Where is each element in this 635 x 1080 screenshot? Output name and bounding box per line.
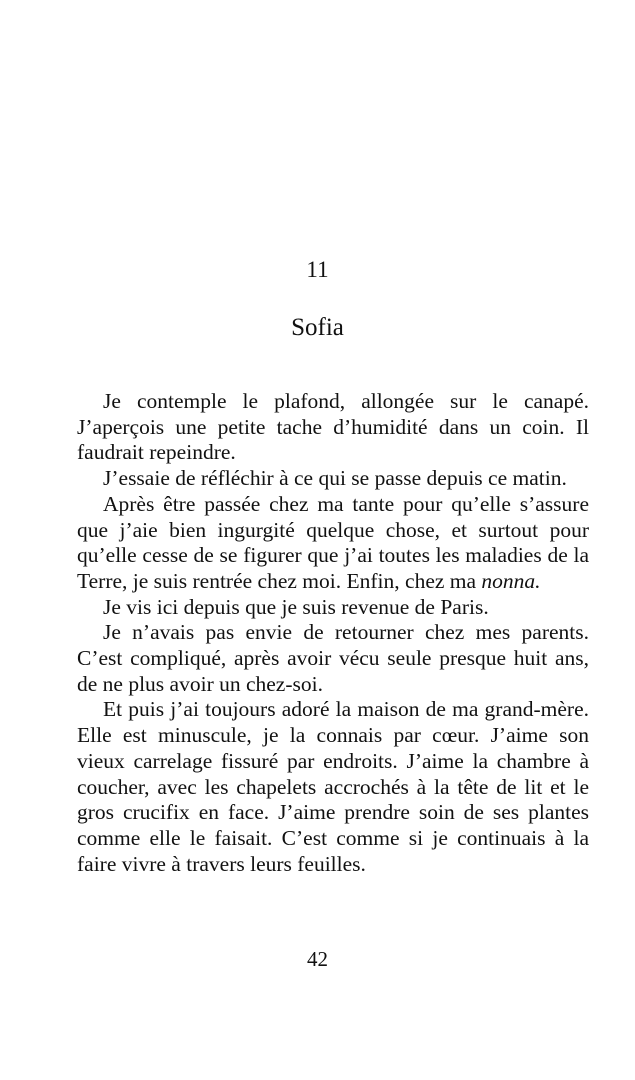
paragraph-5: Je n’avais pas envie de retourner chez mes parents. C’est compliqué, après avoir vécu seule presque huit ans, de ne plus avoir un chez-soi.	[77, 620, 589, 696]
paragraph-2: J’essaie de réfléchir à ce qui se passe depuis ce matin.	[103, 466, 567, 491]
italic-word-nonna: nonna.	[481, 568, 541, 593]
paragraph-6: Et puis j’ai toujours adoré la maison de ma grand-mère. Elle est minuscule, je la connais par cœur. J’aime son vieux carrelage fissuré par endroits. J’aime la chambre à coucher, avec les chapelets accrochés à la tête de lit et le gros crucifix en face. J’aime prendre soin de ses plantes comme elle le faisait. C’est comme si je continuais à la faire vivre à travers leurs feuilles.	[77, 697, 589, 876]
paragraph-3	[77, 492, 589, 595]
chapter-number: 11	[306, 257, 329, 282]
paragraph-1: Je contemple le plafond, allongée sur le canapé. J’aperçois une petite tache d’humidité dans un coin. Il faudrait repeindre.	[77, 389, 589, 465]
paragraph-4: Je vis ici depuis que je suis revenue de Paris.	[103, 594, 489, 619]
paragraph-3-text: Après être passée chez ma tante pour qu’elle s’assure que j’aie bien ingurgité quelque chose, et surtout pour qu’elle cesse de se figurer que j’ai toutes les maladies de la Terre, je suis rentrée chez moi. Enfin, chez ma	[77, 491, 589, 593]
page-number: 42	[307, 947, 328, 971]
chapter-title: Sofia	[291, 314, 344, 341]
chapter-body	[77, 389, 589, 877]
